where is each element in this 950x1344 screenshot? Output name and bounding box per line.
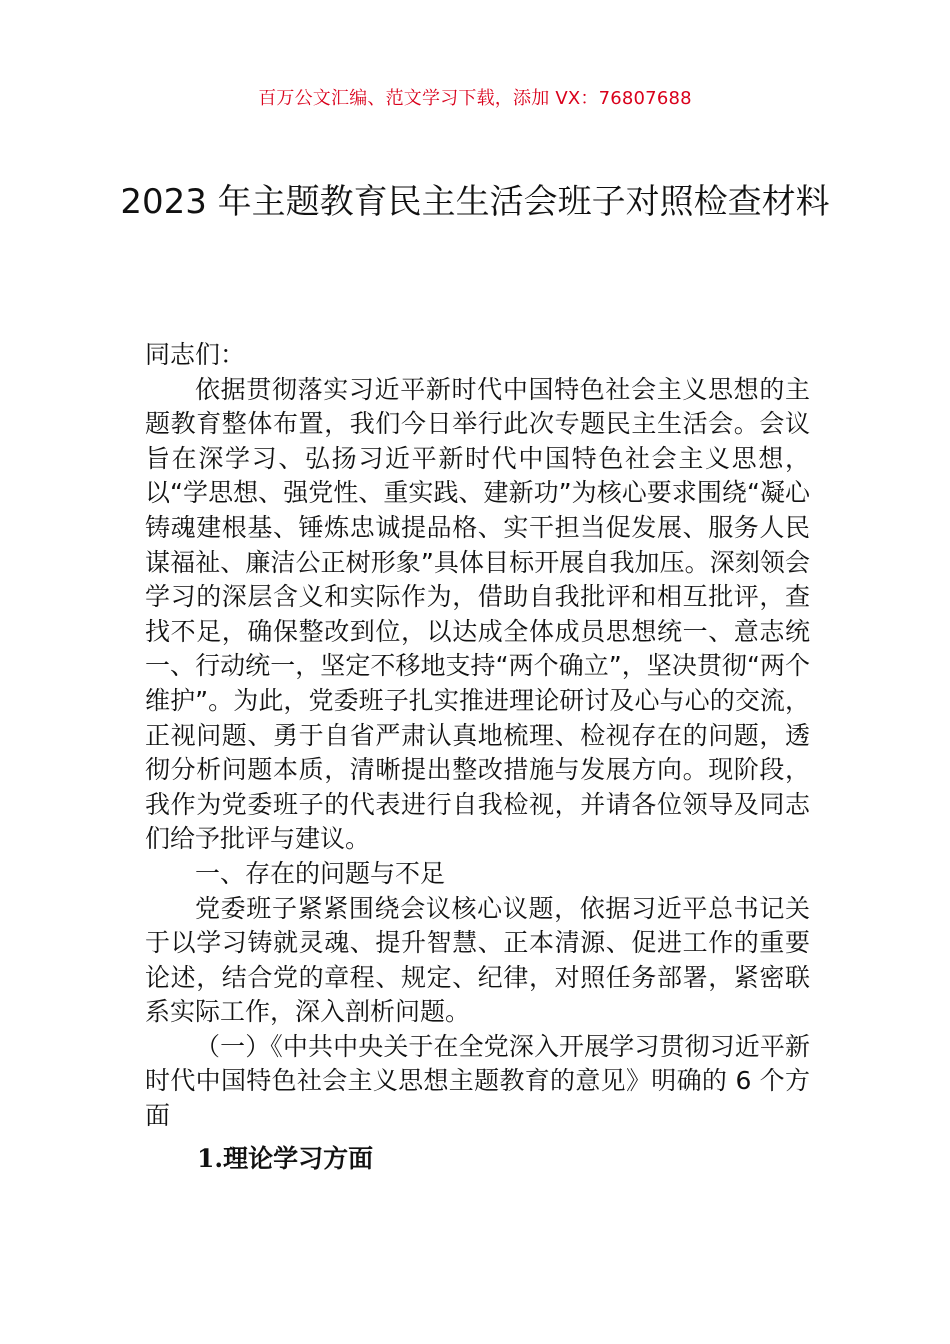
watermark-text: 百万公文汇编、范文学习下载，添加 VX：76807688 [258, 88, 692, 109]
document-title: 2023 年主题教育民主生活会班子对照检查材料 [120, 182, 830, 222]
subsection-1-heading: （一）《中共中央关于在全党深入开展学习贯彻习近平新时代中国特色社会主义思想主题教育的意见》明确的 6 个方面 [145, 1031, 810, 1131]
document-body [145, 338, 810, 1176]
item-1-heading: 1.理论学习方面 [197, 1143, 374, 1173]
salutation: 同志们： [145, 340, 246, 369]
section-1-paragraph: 党委班子紧紧围绕会议核心议题，依据习近平总书记关于以学习铸就灵魂、提升智慧、正本清源、促进工作的重要论述，结合党的章程、规定、纪律，对照任务部署，紧密联系实际工作，深入剖析问题。 [145, 893, 810, 1027]
intro-paragraph: 依据贯彻落实习近平新时代中国特色社会主义思想的主题教育整体布置，我们今日举行此次专题民主生活会。会议旨在深学习、弘扬习近平新时代中国特色社会主义思想，以“学思想、强党性、重实践、建新功”为核心要求围绕“凝心铸魂建根基、锤炼忠诚提品格、实干担当促发展、服务人民谋福祉、廉洁公正树形象”具体目标开展自我加压。深刻领会学习的深层含义和实际作为，借助自我批评和相互批评，查找不足，确保整改到位，以达成全体成员思想统一、意志统一、行动统一，坚定不移地支持“两个确立”，坚决贯彻“两个维护”。为此，党委班子扎实推进理论研讨及心与心的交流，正视问题、勇于自省严肃认真地梳理、检视存在的问题，透彻分析问题本质，清晰提出整改措施与发展方向。现阶段，我作为党委班子的代表进行自我检视，并请各位领导及同志们给予批评与建议。 [145, 374, 810, 854]
section-1-heading: 一、存在的问题与不足 [195, 858, 446, 888]
